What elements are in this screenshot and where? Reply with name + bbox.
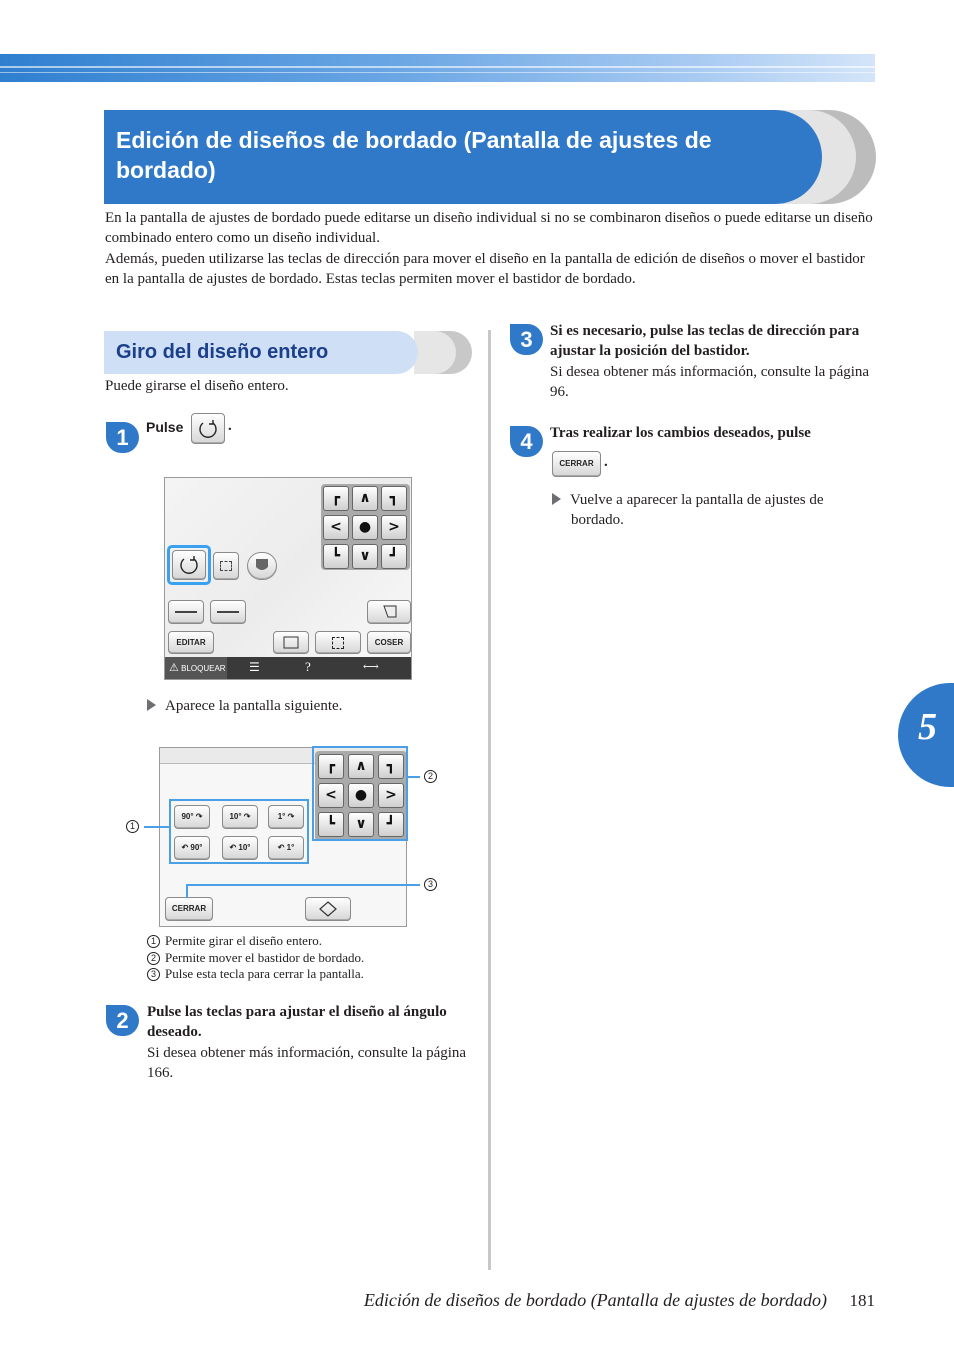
note-item	[147, 933, 364, 950]
status-bar	[165, 657, 411, 679]
rotate-label: 90°	[181, 812, 194, 821]
rotate-button[interactable]	[172, 550, 206, 580]
rotate-10-right-button[interactable]: 10° ↷	[222, 805, 258, 829]
period: .	[228, 418, 232, 434]
right-arrow[interactable]: >	[378, 783, 404, 808]
preview-button[interactable]	[247, 552, 277, 580]
rotate-label: 10°	[229, 812, 242, 821]
step-4-result	[552, 490, 877, 531]
step-2	[147, 1002, 467, 1083]
warning-icon: ⚠	[169, 662, 179, 674]
hoop-button[interactable]	[273, 631, 309, 654]
step-1-text: Pulse	[146, 419, 184, 435]
period: .	[604, 454, 608, 470]
step-3-text: Si desea obtener más información, consulte la página 96.	[550, 363, 870, 400]
rotate-label: 10°	[238, 843, 251, 852]
up-arrow[interactable]: ∧	[352, 486, 378, 511]
section-intro: Puede girarse el diseño entero.	[105, 378, 289, 394]
note-marker: 2	[147, 952, 160, 965]
trial-button[interactable]	[315, 631, 361, 654]
down-left-arrow[interactable]: ┗	[318, 812, 344, 837]
intro-paragraph: En la pantalla de ajustes de bordado puede editarse un diseño individual si no se combinaron diseños o puede editarse un diseño combinado entero como un diseño individual.	[105, 210, 873, 247]
up-left-arrow[interactable]: ┏	[323, 486, 349, 511]
needle-button[interactable]	[367, 600, 411, 624]
note-item	[147, 966, 364, 983]
note-text: Pulse esta tecla para cerrar la pantalla.	[165, 966, 364, 981]
close-button[interactable]: CERRAR	[552, 451, 601, 477]
callout-frame-2	[312, 746, 408, 841]
callout-line	[186, 884, 420, 886]
bullet-icon	[147, 699, 156, 711]
dash-icon	[217, 611, 239, 613]
callout-frame-1	[169, 799, 309, 864]
down-arrow[interactable]: ∨	[352, 544, 378, 569]
rotate-90-left-button[interactable]: ↶ 90°	[174, 836, 210, 860]
step-number: 3	[510, 324, 543, 355]
rotate-label: 1°	[277, 812, 286, 821]
up-arrow[interactable]: ∧	[348, 754, 374, 779]
settings-icon[interactable]: ⟷	[363, 661, 379, 673]
trial-icon	[332, 637, 344, 649]
column-divider	[488, 330, 491, 1270]
chapter-tab: 5	[898, 683, 954, 787]
rotate-1-right-button[interactable]: 1° ↷	[268, 805, 304, 829]
reset-button[interactable]	[305, 897, 351, 921]
step-2-title: Pulse las teclas para ajustar el diseño al ángulo deseado.	[147, 1004, 447, 1041]
bullet-icon	[552, 493, 561, 505]
step-4-result-text: Vuelve a aparecer la pantalla de ajustes de bordado.	[570, 492, 824, 529]
density-icon	[220, 561, 232, 571]
page-number: 181	[849, 1291, 875, 1310]
header-band	[0, 54, 875, 82]
down-arrow[interactable]: ∨	[348, 812, 374, 837]
rotate-icon	[192, 414, 224, 443]
step-number: 2	[106, 1005, 139, 1036]
callout-line	[186, 884, 188, 898]
embroidery-settings-screen	[164, 477, 412, 680]
needle-icon	[368, 601, 410, 623]
step-1-result	[147, 696, 342, 716]
intro-paragraph: Además, pueden utilizarse las teclas de dirección para mover el diseño en la pantalla de edición de diseños o mover el bastidor en la pantalla de ajustes de bordado. Estas teclas permiten mover el bastidor de bordado.	[105, 250, 865, 287]
rotate-button[interactable]	[191, 413, 225, 444]
rotate-90-right-button[interactable]: 90° ↷	[174, 805, 210, 829]
down-right-arrow[interactable]: ┛	[381, 544, 407, 569]
center-button[interactable]: ●	[352, 515, 378, 540]
close-button[interactable]: CERRAR	[165, 897, 213, 921]
note-item	[147, 950, 364, 967]
note-text: Permite mover el bastidor de bordado.	[165, 949, 365, 965]
intro-text	[105, 208, 875, 289]
hoop-icon	[274, 632, 308, 653]
callout-marker: 2	[424, 770, 437, 783]
rotate-label: 90°	[190, 843, 203, 852]
up-right-arrow[interactable]: ┓	[381, 486, 407, 511]
list-icon[interactable]: ☰	[249, 660, 260, 674]
note-marker: 1	[147, 935, 160, 948]
sew-button[interactable]: COSER	[367, 631, 411, 654]
footer-title: Edición de diseños de bordado (Pantalla de ajustes de bordado)	[363, 1290, 827, 1310]
density-button[interactable]	[213, 552, 239, 580]
step-1-result-text: Aparece la pantalla siguiente.	[165, 698, 343, 714]
help-icon[interactable]: ?	[305, 659, 311, 674]
page-footer	[300, 1290, 875, 1311]
step-3-title: Si es necesario, pulse las teclas de dirección para ajustar la posición del bastidor.	[550, 323, 860, 360]
rotate-1-left-button[interactable]: ↶ 1°	[268, 836, 304, 860]
reset-icon	[306, 898, 350, 920]
note-text: Permite girar el diseño entero.	[165, 933, 323, 948]
up-right-arrow[interactable]: ┓	[378, 754, 404, 779]
rotate-icon	[173, 551, 205, 579]
lock-label: BLOQUEAR	[181, 664, 226, 673]
dash-icon	[175, 611, 197, 613]
edit-button[interactable]: EDITAR	[168, 631, 214, 654]
shield-icon	[248, 553, 276, 579]
move-right-button[interactable]	[210, 600, 246, 624]
section-heading: Giro del diseño entero	[104, 331, 418, 374]
step-number: 1	[106, 422, 139, 453]
rotate-10-left-button[interactable]: ↶ 10°	[222, 836, 258, 860]
move-left-button[interactable]	[168, 600, 204, 624]
down-right-arrow[interactable]: ┛	[378, 812, 404, 837]
up-left-arrow[interactable]: ┏	[318, 754, 344, 779]
callout-line	[144, 826, 170, 828]
note-marker: 3	[147, 968, 160, 981]
rotate-label: 1°	[286, 843, 295, 852]
page-title: Edición de diseños de bordado (Pantalla de ajustes de bordado)	[104, 110, 822, 204]
right-arrow[interactable]: >	[381, 515, 407, 540]
down-left-arrow[interactable]: ┗	[323, 544, 349, 569]
step-4-title: Tras realizar los cambios deseados, pulse	[550, 425, 811, 441]
center-button[interactable]: ●	[348, 783, 374, 808]
step-2-text: Si desea obtener más información, consulte la página 166.	[147, 1044, 467, 1081]
callout-marker: 3	[424, 878, 437, 891]
callout-line	[408, 776, 420, 778]
lock-button[interactable]	[165, 657, 227, 679]
step-3	[550, 321, 875, 402]
left-arrow[interactable]: <	[318, 783, 344, 808]
notes-list	[147, 933, 364, 983]
section-decoration	[414, 331, 456, 374]
left-arrow[interactable]: <	[323, 515, 349, 540]
step-number: 4	[510, 426, 543, 457]
callout-marker: 1	[126, 820, 139, 833]
